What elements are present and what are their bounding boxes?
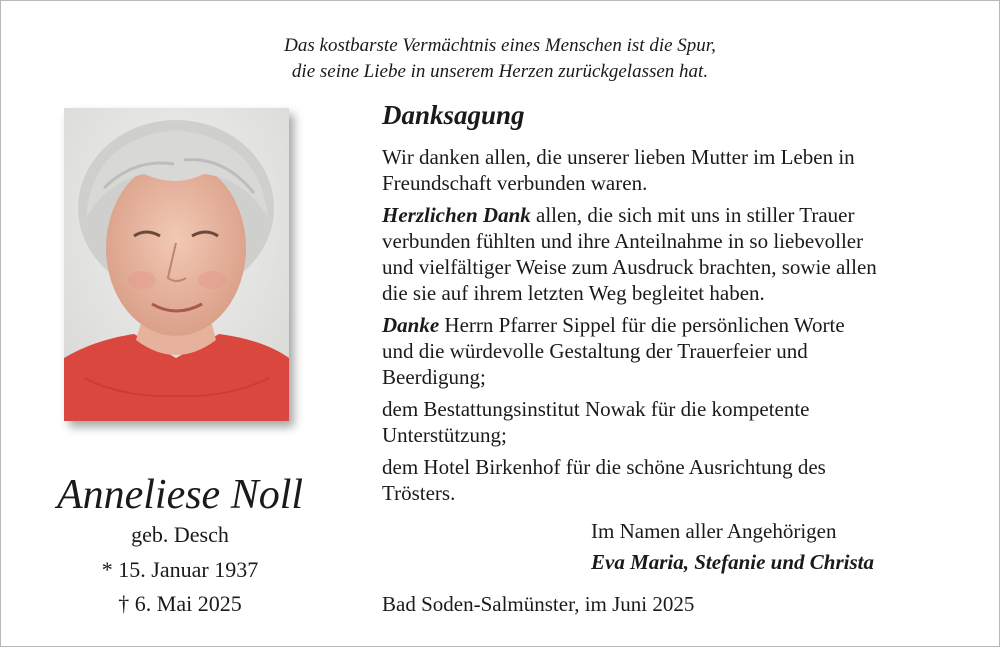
text-line: Freundschaft verbunden waren. (382, 171, 648, 195)
emphasis-danke: Danke (382, 313, 440, 337)
text-line: dem Hotel Birkenhof für die schöne Ausrichtung des (382, 455, 826, 479)
quote-line-2: die seine Liebe in unserem Herzen zurückgelassen hat. (291, 61, 709, 82)
quote-line-1: Das kostbarste Vermächtnis eines Menschen ist die Spur, (284, 35, 716, 56)
text-line: und vielfältiger Weise zum Ausdruck brachten, sowie allen (382, 255, 877, 279)
thanks-paragraph-4 (382, 396, 982, 448)
thanks-title: Danksagung (382, 100, 525, 130)
text-line: und die würdevolle Gestaltung der Trauerfeier und (382, 339, 808, 363)
text-line: Trösters. (382, 481, 456, 505)
place-and-date: Bad Soden-Salmünster, im Juni 2025 (382, 592, 695, 616)
text-line: dem Bestattungsinstitut Nowak für die kompetente (382, 397, 810, 421)
text-segment: Herrn Pfarrer Sippel für die persönlichen Worte (439, 313, 845, 337)
portrait-photo (64, 108, 289, 421)
thanks-paragraph-2 (382, 202, 982, 306)
on-behalf-line: Im Namen aller Angehörigen (591, 519, 837, 543)
deceased-name: Anneliese Noll (56, 472, 304, 518)
text-line (382, 312, 982, 338)
text-line: die sie auf ihrem letzten Weg begleitet haben. (382, 281, 765, 305)
birth-name: geb. Desch (131, 522, 229, 547)
emphasis-herzlichen-dank: Herzlichen Dank (382, 203, 531, 227)
text-line: Wir danken allen, die unserer lieben Mutter im Leben in (382, 145, 855, 169)
portrait-image (64, 108, 289, 421)
text-line (382, 202, 982, 228)
text-segment: allen, die sich mit uns in stiller Trauer (530, 203, 855, 227)
death-date: † 6. Mai 2025 (118, 591, 242, 616)
thanks-paragraph-1 (382, 144, 982, 196)
text-line: verbunden fühlten und ihre Anteilnahme in so liebevoller (382, 229, 864, 253)
thanks-paragraph-3 (382, 312, 982, 390)
signer-names: Eva Maria, Stefanie und Christa (591, 550, 874, 574)
thanks-body (382, 144, 982, 512)
thanks-paragraph-5 (382, 454, 982, 506)
birth-date: * 15. Januar 1937 (101, 557, 259, 582)
epigraph-quote (0, 33, 1000, 85)
text-line: Unterstützung; (382, 423, 507, 447)
text-line: Beerdigung; (382, 365, 486, 389)
